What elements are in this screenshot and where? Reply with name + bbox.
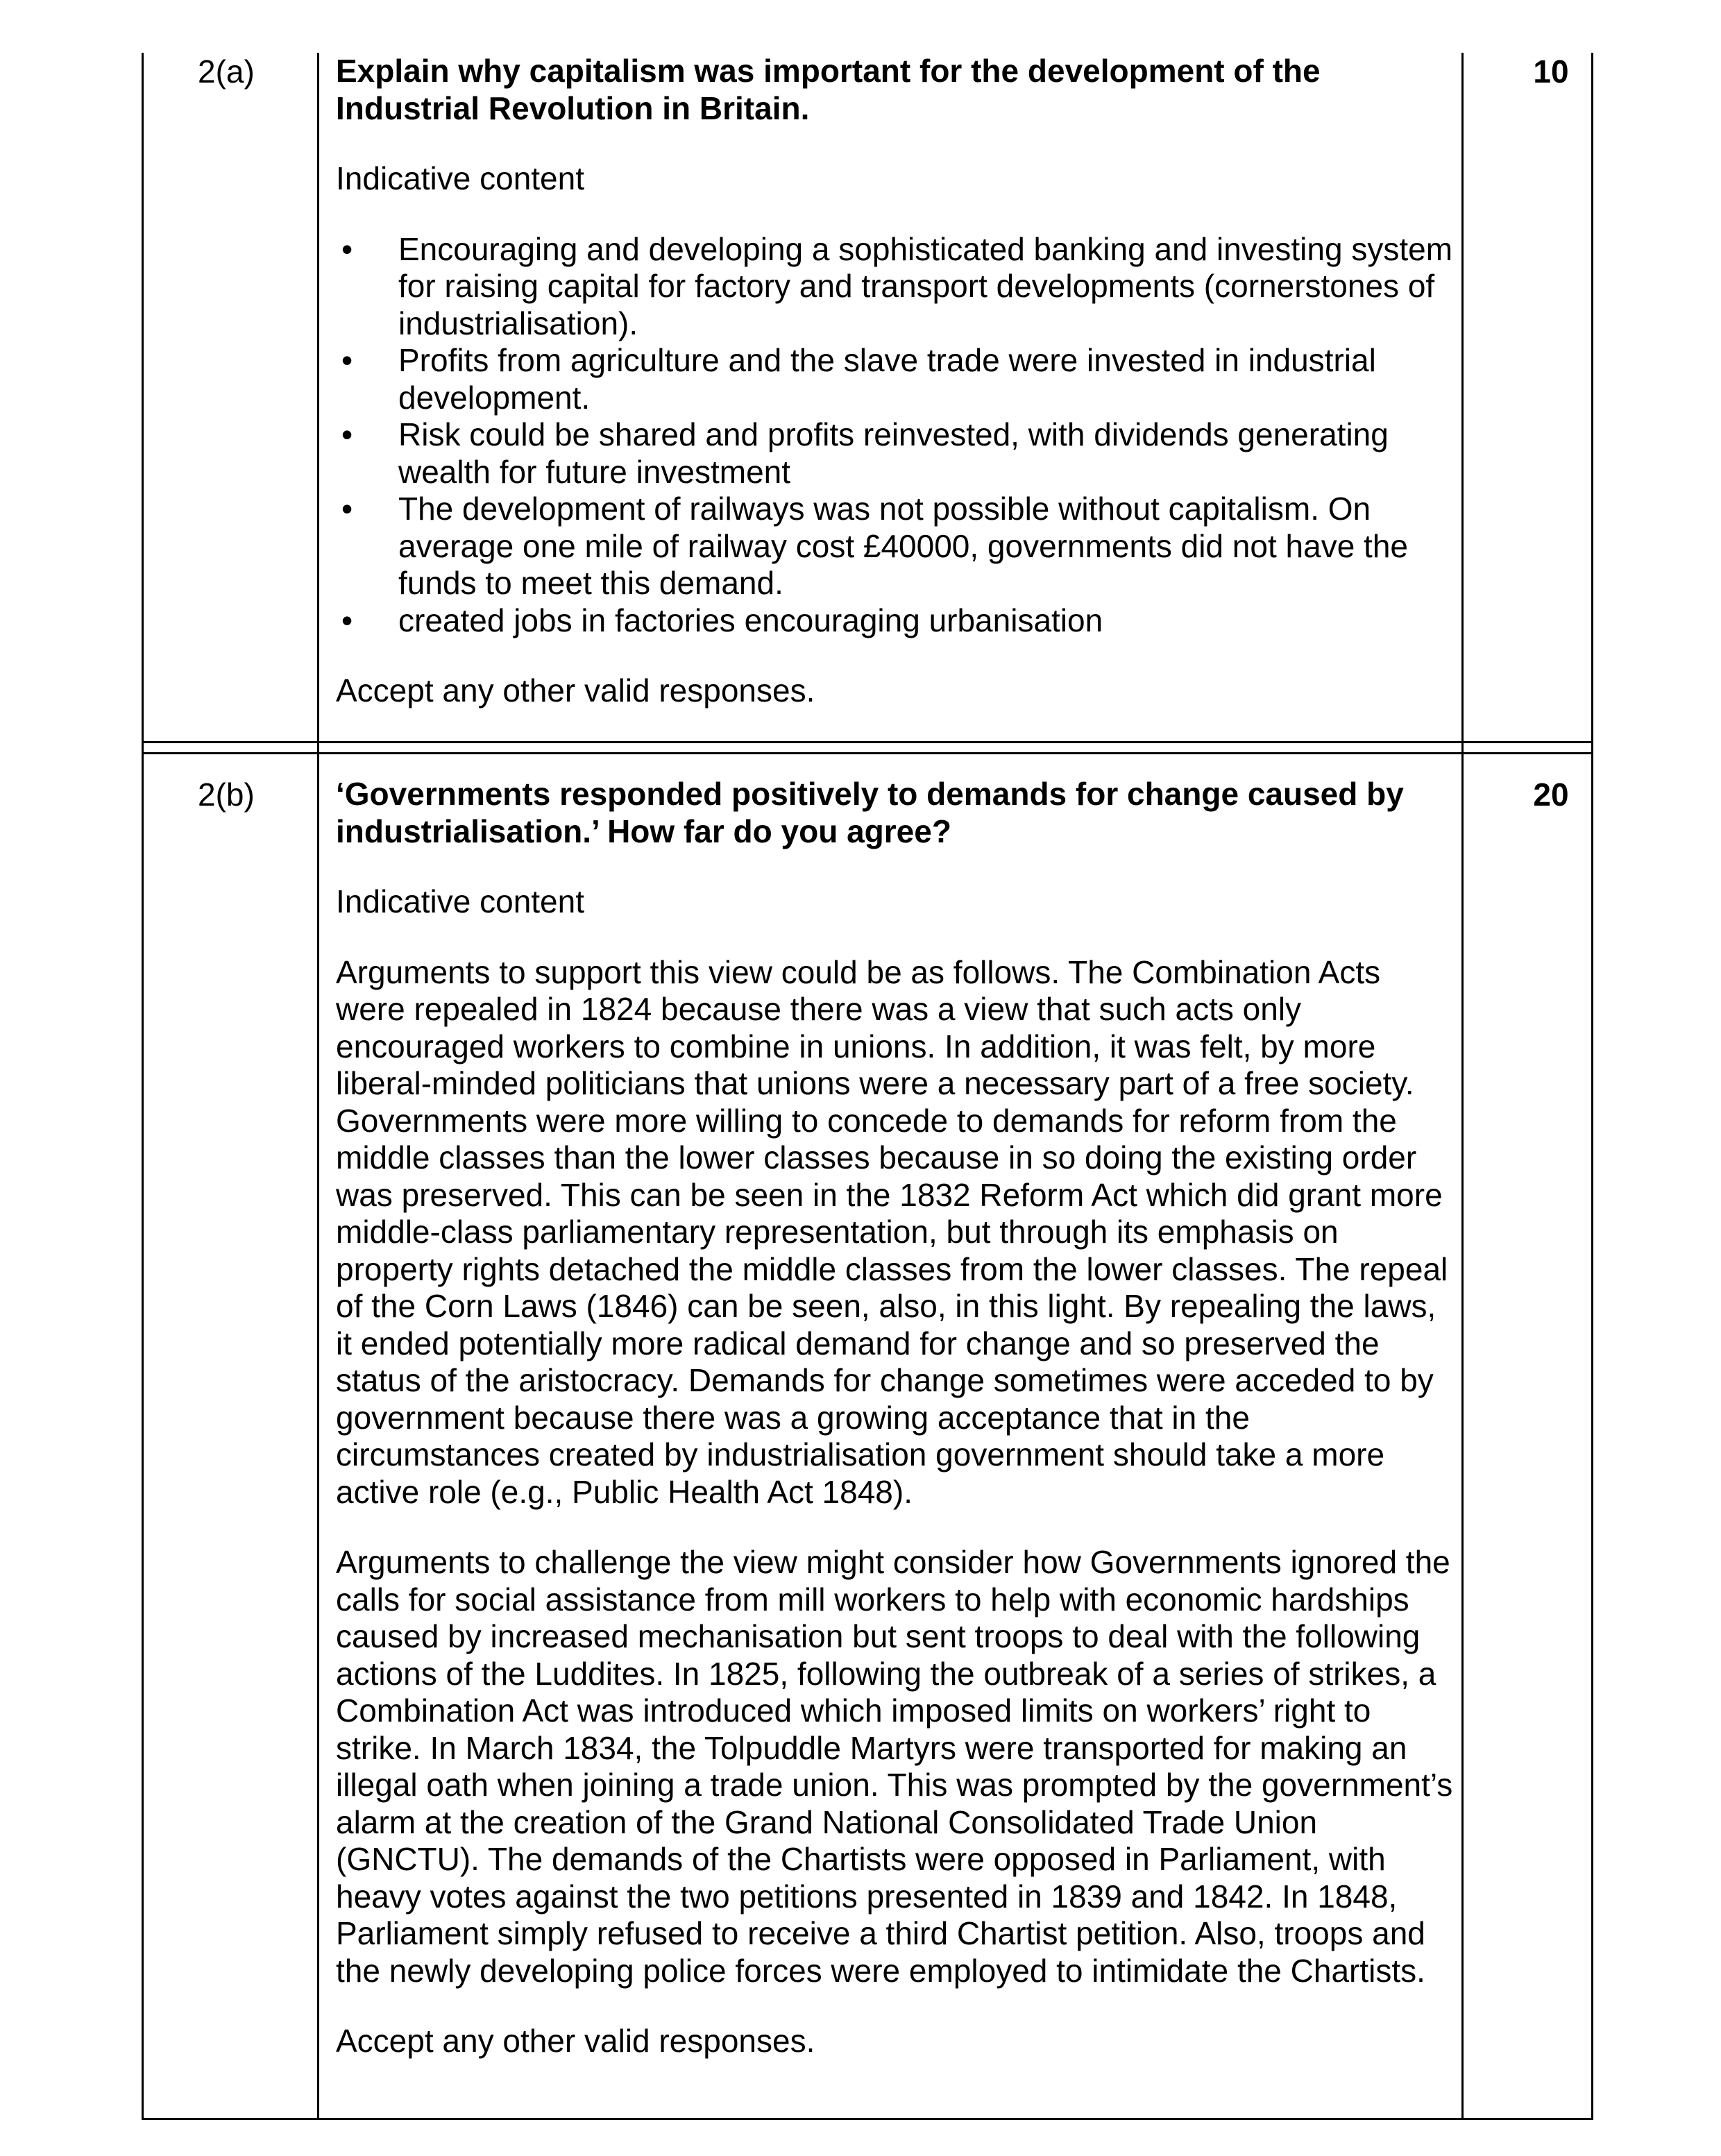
closing-note-2b: Accept any other valid responses. bbox=[336, 2023, 815, 2059]
table-divider-number bbox=[317, 53, 319, 2119]
row-separator-bottom bbox=[142, 752, 1593, 754]
bullet-text: Profits from agriculture and the slave trade were invested in industrial development. bbox=[398, 342, 1376, 416]
bullet-text: The development of railways was not possible without capitalism. On average one mile of railway cost £40000, governments did not have the funds to meet this demand. bbox=[398, 491, 1408, 601]
table-border-right bbox=[1591, 53, 1593, 2119]
marks-2a: 10 bbox=[1533, 53, 1569, 90]
bullet-icon: • bbox=[341, 342, 353, 378]
bullet-text: Risk could be shared and profits reinvested, with dividends generating wealth for future investment bbox=[398, 416, 1389, 490]
answer-content-2b bbox=[336, 776, 1453, 2060]
question-number-2b: 2(b) bbox=[198, 776, 255, 813]
marks-2b: 20 bbox=[1533, 776, 1569, 813]
list-item bbox=[336, 416, 1453, 491]
bullet-text: created jobs in factories encouraging urbanisation bbox=[398, 602, 1103, 638]
bullet-icon: • bbox=[341, 416, 353, 452]
indicative-heading-2a: Indicative content bbox=[336, 160, 585, 196]
bullet-icon: • bbox=[341, 491, 353, 527]
bullet-list-2a bbox=[336, 231, 1453, 640]
question-text-2b: ‘Governments responded positively to demands for change caused by industrialisation.’ How far do you agree? bbox=[336, 776, 1404, 849]
question-text-2a: Explain why capitalism was important for the development of the Industrial Revolution in Britain. bbox=[336, 53, 1321, 126]
table-border-left bbox=[142, 53, 144, 2119]
closing-note-2a: Accept any other valid responses. bbox=[336, 672, 815, 708]
paragraph-challenge: Arguments to challenge the view might consider how Governments ignored the calls for social assistance from mill workers to help with economic hardships caused by increased mechanisation but sent troops to deal with the following actions of the Luddites. In 1825, following the outbreak of a series of strikes, a Combination Act was introduced which imposed limits on workers’ right to strike. In March 1834, the Tolpuddle Martyrs were transported for making an illegal oath when joining a trade union. This was prompted by the government’s alarm at the creation of the Grand National Consolidated Trade Union (GNCTU). The demands of the Chartists were opposed in Parliament, with heavy votes against the two petitions presented in 1839 and 1842. In 1848, Parliament simply refused to receive a third Chartist petition. Also, troops and the newly developing police forces were employed to intimidate the Chartists. bbox=[336, 1544, 1453, 1989]
bullet-icon: • bbox=[341, 230, 353, 267]
indicative-heading-2b: Indicative content bbox=[336, 883, 585, 919]
table-border-bottom bbox=[142, 2118, 1593, 2120]
list-item bbox=[336, 231, 1453, 343]
table-divider-marks bbox=[1461, 53, 1464, 2119]
list-item bbox=[336, 602, 1453, 640]
question-number-2a: 2(a) bbox=[198, 53, 255, 90]
answer-content-2a bbox=[336, 53, 1453, 710]
bullet-text: Encouraging and developing a sophisticated banking and investing system for raising capital for factory and transport developments (cornerstones of industrialisation). bbox=[398, 230, 1453, 341]
paragraph-support: Arguments to support this view could be as follows. The Combination Acts were repealed in 1824 because there was a view that such acts only encouraged workers to combine in unions. In addition, it was felt, by more liberal-minded politicians that unions were a necessary part of a free society. Governments were more willing to concede to demands for reform from the middle classes than the lower classes because in so doing the existing order was preserved. This can be seen in the 1832 Reform Act which did grant more middle-class parliamentary representation, but through its emphasis on property rights detached the middle classes from the lower classes. The repeal of the Corn Laws (1846) can be seen, also, in this light. By repealing the laws, it ended potentially more radical demand for change and so preserved the status of the aristocracy. Demands for change sometimes were acceded to by government because there was a growing acceptance that in the circumstances created by industrialisation government should take a more active role (e.g., Public Health Act 1848). bbox=[336, 953, 1448, 1510]
bullet-icon: • bbox=[341, 602, 353, 638]
list-item bbox=[336, 342, 1453, 416]
row-separator-top bbox=[142, 741, 1593, 743]
list-item bbox=[336, 491, 1453, 602]
